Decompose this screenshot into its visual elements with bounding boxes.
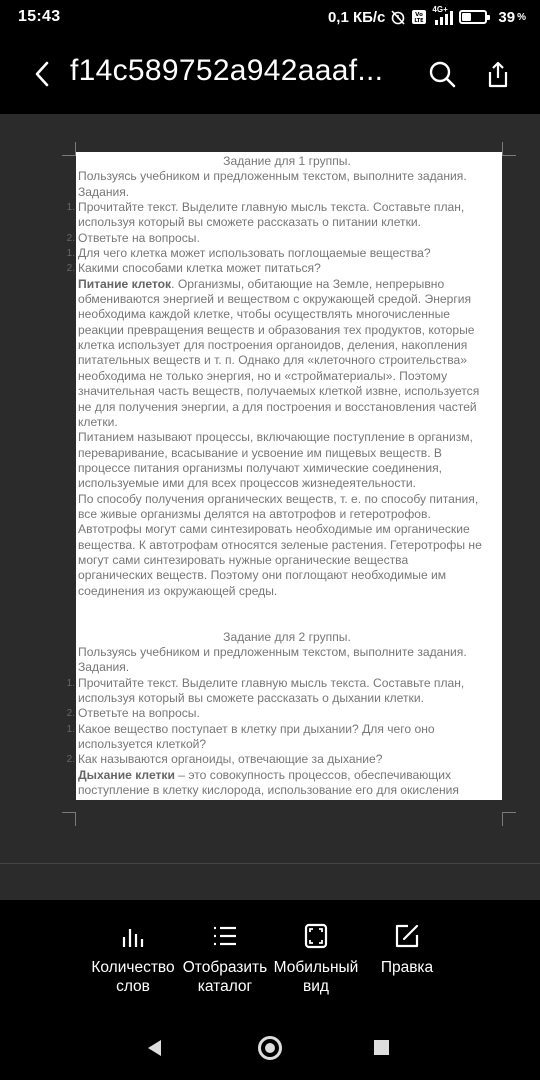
crop-mark xyxy=(502,812,516,826)
list-item-text: Прочитайте текст. Выделите главную мысль текста. Составьте план, xyxy=(78,675,465,690)
paragraph-line: не для получения энергии, а для построения и восстановления частей xyxy=(78,399,477,414)
list-item xyxy=(66,230,496,246)
search-button[interactable] xyxy=(424,56,460,92)
list-item-text: используя который вы сможете рассказать о дыхании клетки. xyxy=(78,691,424,706)
list-item-text: Как называются органоиды, отвечающие за дыхание? xyxy=(78,752,383,767)
paragraph-line: органических веществ. Поэтому они поглощают необходимые им xyxy=(78,568,447,583)
battery-percent-sign: % xyxy=(517,11,526,23)
paragraph-line xyxy=(78,277,496,292)
paragraph-line: могут сами синтезировать нужные органические вещества xyxy=(78,552,409,567)
list-item xyxy=(66,721,496,753)
paragraph-line: По способу получения органических веществ, т. е. по способу питания, xyxy=(78,491,479,506)
edit-button[interactable] xyxy=(359,922,455,977)
paragraph-line: используемые ими для всех процессов жизнедеятельности. xyxy=(78,476,417,491)
edit-label: Правка xyxy=(380,959,434,976)
list-number: 2. xyxy=(66,708,75,720)
document-page xyxy=(66,152,502,800)
paragraph-line: необходима не только энергия, но и «стройматериалы». Поэтому xyxy=(78,368,448,383)
group2-title: Задание для 2 группы. xyxy=(223,629,351,644)
paragraph-line: Автотрофы могут сами синтезировать необходимые им органические xyxy=(78,522,470,537)
list-item-text: используя который вы сможете рассказать о питании клетки. xyxy=(78,215,421,230)
edit-icon xyxy=(394,923,420,949)
word-count-label-2: слов xyxy=(116,978,150,995)
list-item xyxy=(66,675,496,707)
catalog-label-2: каталог xyxy=(197,978,253,995)
nav-recent-button[interactable] xyxy=(374,1040,389,1055)
arrow-back-icon xyxy=(32,60,52,88)
list-number: 1. xyxy=(66,202,75,214)
list-item-text: Для чего клетка может использовать поглощаемые вещества? xyxy=(78,246,431,261)
battery-icon xyxy=(459,10,487,24)
svg-text:Vo: Vo xyxy=(415,12,424,18)
group1-title: Задание для 1 группы. xyxy=(223,154,351,168)
text-run: . Организмы, обитающие на Земле, непрерывно xyxy=(171,276,445,291)
list-item xyxy=(66,200,496,231)
spacer xyxy=(78,599,496,614)
app-bar xyxy=(0,34,540,114)
paragraph-line: значительная часть веществ, получаемых клеткой извне, используется xyxy=(78,384,480,399)
nav-back-icon xyxy=(145,1038,163,1058)
status-bar xyxy=(0,0,540,34)
bold-term: Питание клеток xyxy=(78,276,172,291)
list-item xyxy=(66,752,496,767)
list-number: 1. xyxy=(66,723,75,735)
paragraph-line: поступление в клетку кислорода, использование его для окисления xyxy=(78,783,459,798)
group2-intro: Пользуясь учебником и предложенным текстом, выполните задания. xyxy=(78,645,467,659)
crop-mark xyxy=(62,812,76,826)
search-icon xyxy=(428,60,456,88)
paragraph-line: реакции превращения веществ и образования тех продуктов, которые xyxy=(78,322,475,337)
svg-text:LTE: LTE xyxy=(414,18,424,24)
volte-icon xyxy=(411,9,427,25)
share-icon xyxy=(485,60,511,88)
back-button[interactable] xyxy=(24,56,60,92)
battery-percent: 39 xyxy=(498,8,516,26)
paragraph-line: клетки. xyxy=(78,414,118,429)
crop-mark xyxy=(62,142,76,156)
show-catalog-button[interactable] xyxy=(177,922,273,996)
mobile-view-label: Мобильный xyxy=(273,959,359,976)
paragraph-line: все живые организмы делятся на автотрофов и гетеротрофов. xyxy=(78,506,431,521)
paragraph-line: обмениваются энергией и веществом с окружающей средой. Энергия xyxy=(78,292,472,307)
group1-intro: Пользуясь учебником и предложенным текстом, выполните задания. xyxy=(78,169,467,184)
group2-tasks-label: Задания. xyxy=(78,660,130,675)
list-item-text: используется клеткой? xyxy=(78,737,207,752)
paragraph-line: вещества. К автотрофам относятся зеленые растения. Гетеротрофы не xyxy=(78,537,482,552)
mobile-view-icon xyxy=(303,923,329,949)
paragraph-line xyxy=(78,768,496,783)
nav-home-button[interactable] xyxy=(258,1036,282,1060)
paragraph-line: питательных веществ и т. п. Однако для «клеточного строительства» xyxy=(78,353,467,368)
list-number: 2. xyxy=(66,232,75,244)
word-count-label: Количество xyxy=(91,959,175,976)
group1-tasks-label: Задания. xyxy=(78,184,130,199)
document-viewer[interactable] xyxy=(0,114,540,900)
list-number: 1. xyxy=(66,677,75,689)
list-item xyxy=(66,706,496,721)
list-icon xyxy=(212,923,238,949)
status-time: 15:43 xyxy=(18,8,61,25)
list-item-text: Ответьте на вопросы. xyxy=(78,230,200,245)
viewer-divider xyxy=(0,863,540,864)
paragraph-line: клетка использует для построения органоидов, деления, накопления xyxy=(78,338,468,353)
list-item-text: Какими способами клетка может питаться? xyxy=(78,261,321,276)
list-item xyxy=(66,246,496,261)
bold-term: Дыхание клетки xyxy=(78,767,175,782)
list-number: 1. xyxy=(66,248,75,260)
mobile-view-label-2: вид xyxy=(303,978,329,995)
list-number: 2. xyxy=(66,263,75,275)
paragraph-line: соединения из окружающей среды. xyxy=(78,583,278,598)
word-count-button[interactable] xyxy=(85,922,181,996)
spacer xyxy=(78,614,496,629)
paragraph-line: переваривание, всасывание и усвоение им пищевых веществ. В xyxy=(78,445,442,460)
system-nav-bar xyxy=(0,1016,540,1080)
paragraph-line: Питанием называют процессы, включающие поступление в организм, xyxy=(78,430,473,445)
text-run: – это совокупность процессов, обеспечивающих xyxy=(174,767,452,782)
mobile-view-button[interactable] xyxy=(268,922,364,996)
list-item xyxy=(66,261,496,276)
list-number: 2. xyxy=(66,754,75,766)
paragraph-line: процессе питания организмы получают химические соединения, xyxy=(78,460,442,475)
document-title: f14c589752a942aaaf... xyxy=(70,54,384,87)
paragraph-line: необходима каждой клетке, чтобы осуществлять многочисленные xyxy=(78,307,451,322)
catalog-label: Отобразить xyxy=(182,959,268,976)
list-item-text: Прочитайте текст. Выделите главную мысль текста. Составьте план, xyxy=(78,200,465,215)
status-icons xyxy=(328,7,526,27)
list-item-text: Какое вещество поступает в клетку при дыхании? Для чего оно xyxy=(78,721,435,736)
nav-back-button[interactable] xyxy=(145,1038,163,1063)
bottom-toolbar xyxy=(0,900,540,1016)
alarm-off-icon xyxy=(390,9,406,25)
crop-mark xyxy=(502,142,516,156)
network-speed: 0,1 КБ/с xyxy=(327,8,386,26)
share-button[interactable] xyxy=(480,56,516,92)
bar-chart-icon xyxy=(120,923,146,949)
signal-4g-icon: 4G+ xyxy=(432,9,454,25)
list-item-text: Ответьте на вопросы. xyxy=(78,706,200,721)
